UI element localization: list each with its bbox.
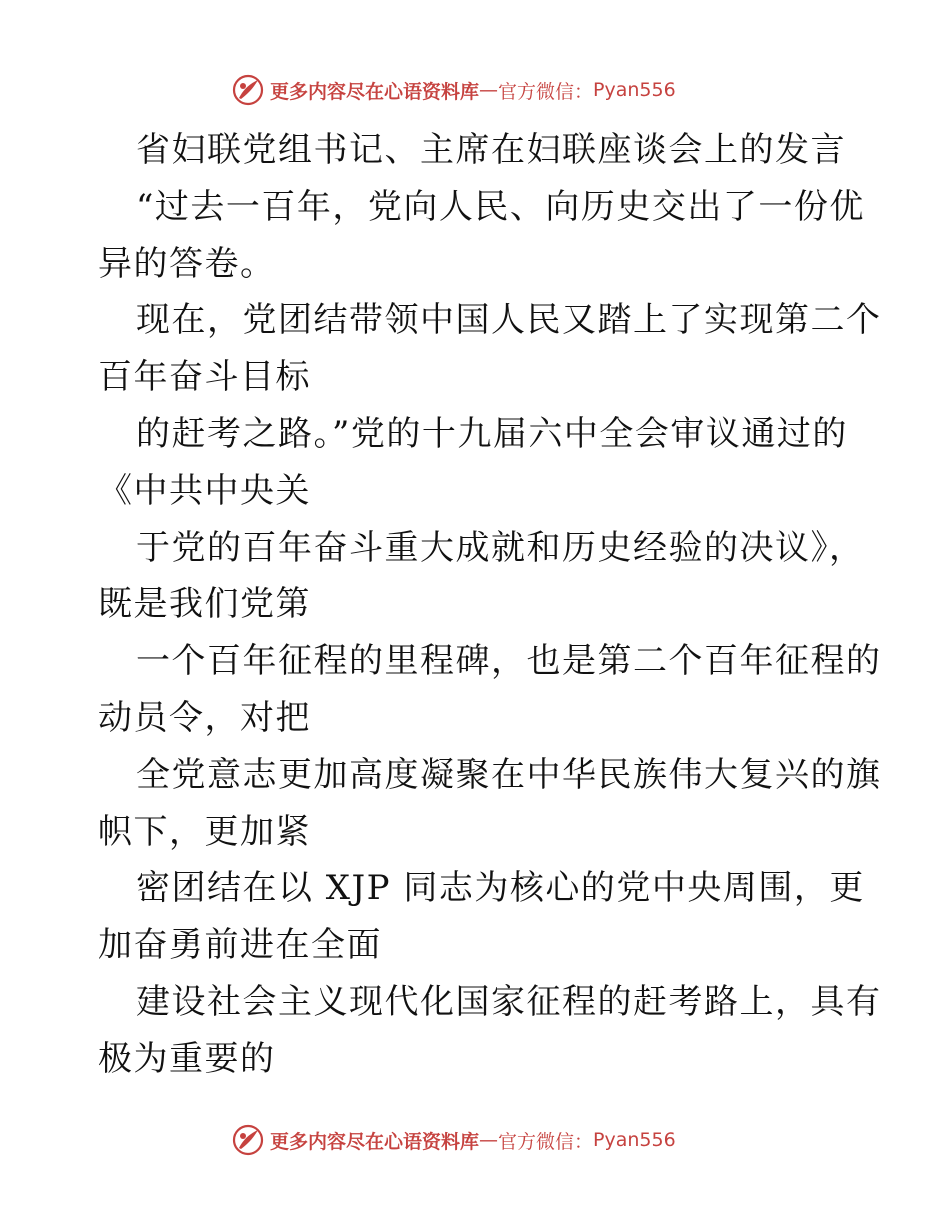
text-line: 异的答卷。: [98, 243, 276, 284]
text-line: 加奋勇前进在全面: [98, 925, 382, 966]
banner-wechat-id: Pyan556: [593, 1129, 676, 1151]
text-line: 帜下，更加紧: [98, 811, 311, 852]
header-banner: [232, 72, 676, 108]
banner-text: 更多内容尽在心语资料库: [270, 1130, 480, 1153]
banner-label: 官方微信：: [498, 80, 594, 103]
banner-wechat-id: Pyan556: [593, 79, 676, 101]
text-line: 密团结在以 XJP 同志为核心的党中央周围，更: [136, 868, 865, 909]
quill-logo-icon: [232, 74, 264, 106]
text-line: 既是我们党第: [98, 584, 311, 625]
document-body: [98, 122, 882, 1088]
text-line: 百年奋斗目标: [98, 357, 311, 398]
text-line: 极为重要的: [98, 1038, 276, 1079]
quill-logo-icon: [232, 1124, 264, 1156]
text-line: “过去一百年，党向人民、向历史交出了一份优: [136, 186, 865, 227]
text-line: 于党的百年奋斗重大成就和历史经验的决议》，: [136, 527, 865, 568]
text-line: 现在，党团结带领中国人民又踏上了实现第二个: [136, 300, 882, 341]
text-line: 动员令，对把: [98, 697, 311, 738]
text-line: 全党意志更加高度凝聚在中华民族伟大复兴的旗: [136, 754, 882, 795]
text-line: 《中共中央关: [98, 470, 311, 511]
banner-label: 官方微信：: [498, 1130, 594, 1153]
text-line: 一个百年征程的里程碑，也是第二个百年征程的: [136, 641, 882, 682]
banner-dash: —: [479, 1129, 499, 1151]
footer-banner: [232, 1122, 676, 1158]
banner-text: 更多内容尽在心语资料库: [270, 80, 480, 103]
text-line: 省妇联党组书记、主席在妇联座谈会上的发言: [136, 130, 846, 170]
text-line: 建设社会主义现代化国家征程的赶考路上，具有: [136, 981, 882, 1022]
text-line: 的赶考之路。”党的十九届六中全会审议通过的: [136, 413, 848, 454]
banner-dash: —: [479, 79, 499, 101]
